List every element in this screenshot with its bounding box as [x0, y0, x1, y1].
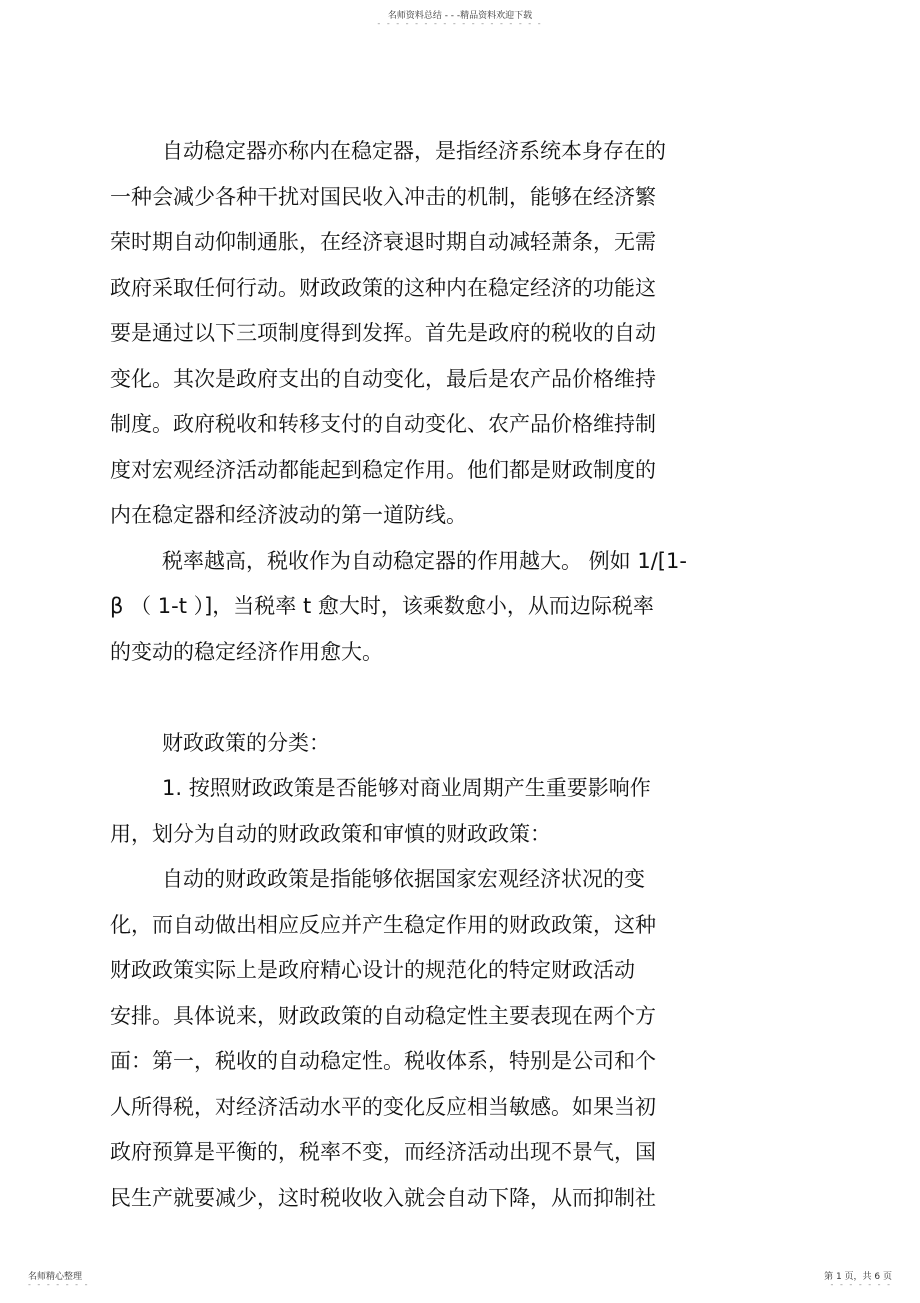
- paragraph-line: 自动稳定器亦称内在稳定器，是指经济系统本身存在的: [162, 139, 666, 163]
- footer-right-dots: - - - - - - -: [830, 1280, 892, 1289]
- paragraph-line: 内在稳定器和经济波动的第一道防线。: [110, 503, 467, 527]
- paragraph-line: 自动的财政政策是指能够依据国家宏观经济状况的变: [162, 867, 645, 891]
- header-dots: - - - - - - - - - - - - - - - - - -: [377, 19, 543, 28]
- page-footer-right: [824, 1269, 892, 1289]
- page-header: [0, 8, 920, 28]
- footer-left-text: 名师精心整理: [28, 1272, 83, 1282]
- paragraph-line: 税率越高，税收作为自动稳定器的作用越大。 例如 1/[1-: [162, 548, 687, 573]
- paragraph-line: 一种会减少各种干扰对国民收入冲击的机制，能够在经济繁: [110, 184, 656, 209]
- paragraph-line: 要是通过以下三项制度得到发挥。首先是政府的税收的自动: [110, 321, 656, 345]
- paragraph-line: 制度。政府税收和转移支付的自动变化、农产品价格维持制: [110, 412, 656, 436]
- paragraph-line: 面：第一，税收的自动稳定性。税收体系，特别是公司和个: [110, 1049, 656, 1073]
- paragraph-line: 政府预算是平衡的，税率不变，而经济活动出现不景气，国: [110, 1140, 656, 1164]
- paragraph-line: 人所得税，对经济活动水平的变化反应相当敏感。如果当初: [110, 1094, 656, 1119]
- page-number: 第 1 页，共 6 页: [824, 1272, 892, 1282]
- blank-line: [110, 675, 750, 721]
- paragraph-line: 安排。具体说来，财政政策的自动稳定性主要表现在两个方: [110, 1003, 656, 1028]
- paragraph-line: β （ 1-t ）]，当税率 t 愈大时，该乘数愈小，从而边际税率: [110, 594, 654, 618]
- paragraph-line: 政府采取任何行动。财政政策的这种内在稳定经济的功能这: [110, 275, 656, 300]
- paragraph-line: 的变动的稳定经济作用愈大。: [110, 639, 383, 664]
- page-footer-left: [28, 1269, 89, 1289]
- section-heading: 财政政策的分类：: [162, 730, 330, 755]
- document-body: [110, 129, 750, 1221]
- paragraph-line: 1. 按照财政政策是否能够对商业周期产生重要影响作: [162, 776, 651, 800]
- paragraph-line: 荣时期自动仰制通胀，在经济衰退时期自动减轻萧条，无需: [110, 230, 656, 254]
- paragraph-line: 财政政策实际上是政府精心设计的规范化的特定财政活动: [110, 958, 635, 982]
- header-title: 名师资料总结 - - -精品资料欢迎下载: [387, 11, 533, 21]
- footer-left-dots: - - - - - - -: [28, 1280, 90, 1289]
- paragraph-line: 用，划分为自动的财政政策和审慎的财政政策：: [110, 821, 551, 846]
- paragraph-line: 度对宏观经济活动都能起到稳定作用。他们都是财政制度的: [110, 457, 656, 482]
- paragraph-line: 变化。其次是政府支出的自动变化，最后是农产品价格维持: [110, 366, 656, 391]
- paragraph-line: 民生产就要减少，这时税收收入就会自动下降，从而抑制社: [110, 1185, 656, 1210]
- paragraph-line: 化，而自动做出相应反应并产生稳定作用的财政政策，这种: [110, 912, 656, 937]
